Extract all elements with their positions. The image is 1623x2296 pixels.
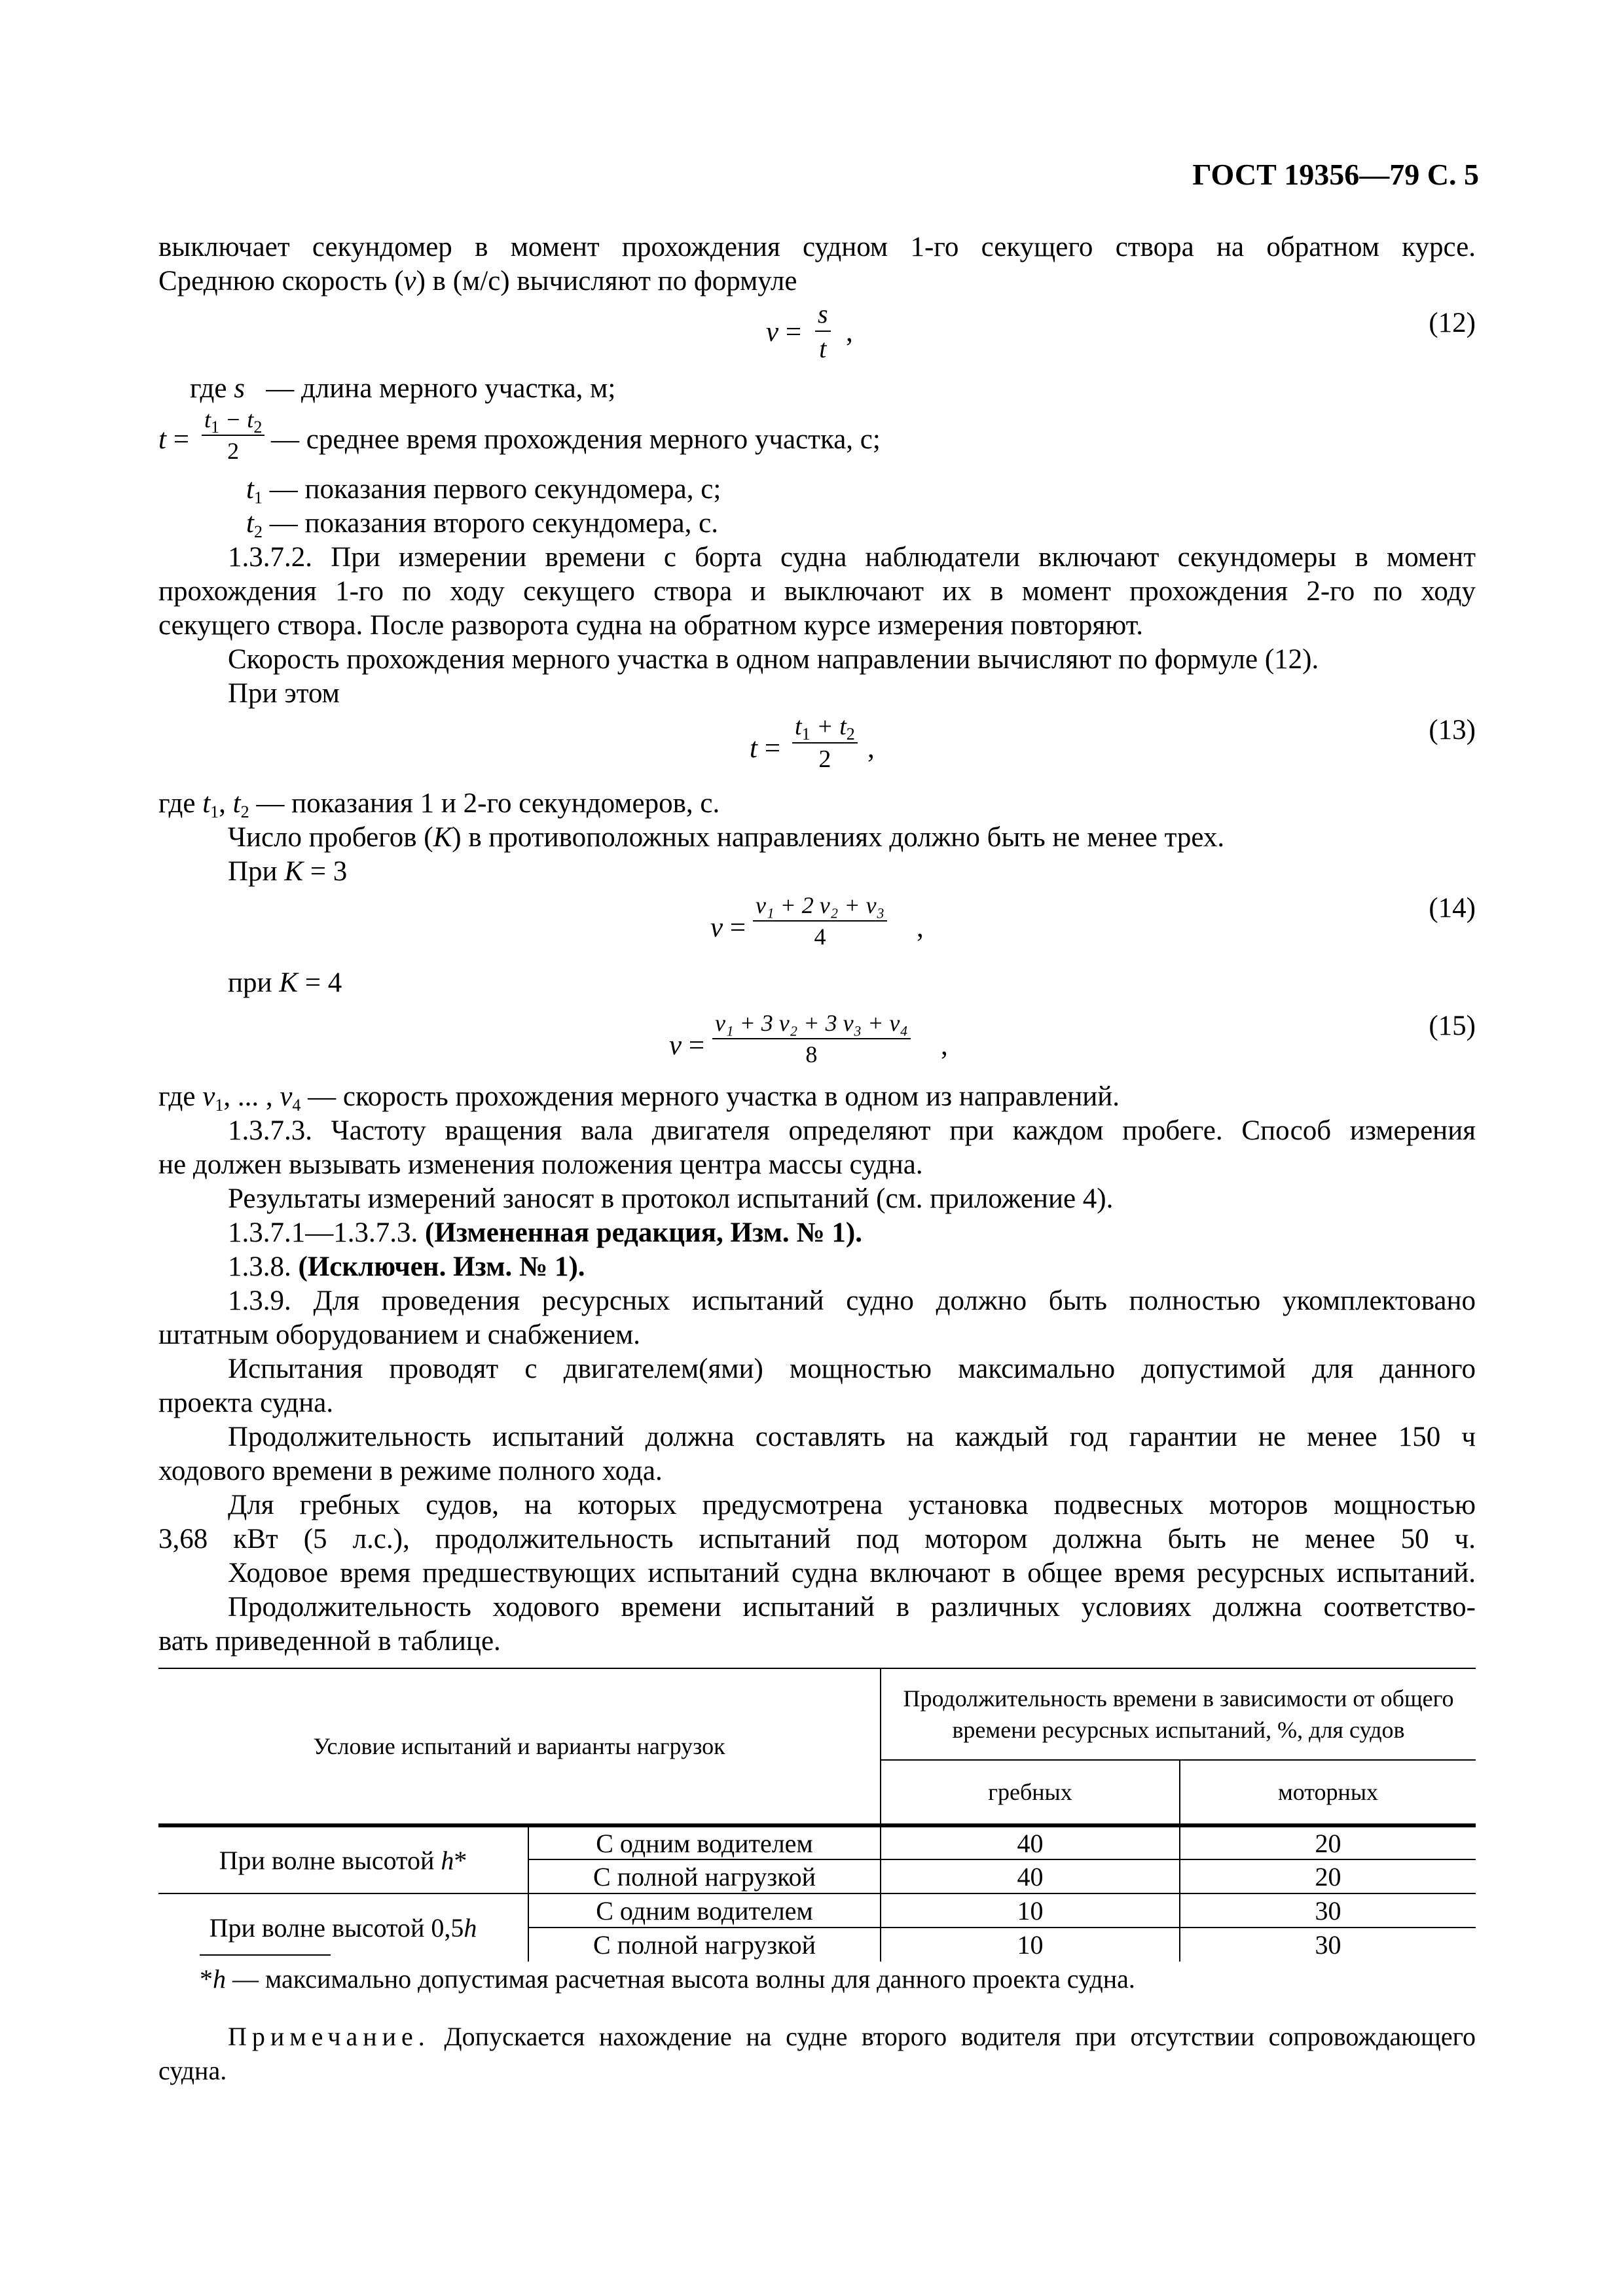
formula-12-fraction: $\frac{s}{t}$ [815,298,831,364]
load-cell: С одним водителем [528,1825,881,1859]
formula-14-fraction: $\frac{\text{v₁ + 2 v₂ + v₃}}{4}$ [753,891,887,950]
header-motor: моторных [1180,1760,1476,1825]
load-distribution-table [158,1668,1476,1962]
paragraph-line: 3,68 кВт (5 л.с.), продолжительность испытаний под мотором должна быть не менее 50 ч. [158,1524,1476,1554]
paragraph-line: Скорость прохождения мерного участка в одном направлении вычисляют по формуле (12). [228,644,1319,675]
paragraph-line: не должен вызывать изменения положения центра массы судна. [158,1149,923,1180]
motor-cell: 20 [1180,1859,1476,1893]
load-cell: С полной нагрузкой [528,1928,881,1962]
paragraph-line: проекта судна. [158,1388,334,1418]
load-cell: С полной нагрузкой [528,1859,881,1893]
formula-14-comma: , [917,912,924,943]
paragraph-line: Число пробегов (K) в противоположных направлениях должно быть не менее трех. [228,822,1225,853]
where-t1: $t_1$ — показания первого секундомера, с; [246,474,721,507]
paragraph-line: Результаты измерений заносят в протокол испытаний (см. приложение 4). [228,1183,1114,1214]
rowing-cell: 10 [881,1928,1180,1962]
formula-12-number: (12) [1429,308,1476,338]
formula-14-number: (14) [1429,893,1476,924]
paragraph-line: при K = 4 [228,967,342,998]
formula-12-comma: , [846,317,853,348]
formula-15-fraction: $\frac{\text{v₁ + 3 v₂ + 3 v₃ + v₄}}{8}$ [712,1009,911,1068]
where-t1-t2: где $t_1$, $t_2$ — показания 1 и 2-го секундомеров, с. [158,788,720,821]
formula-13-number: (13) [1429,715,1476,745]
group-label: При волне высотой 0,5h [158,1893,528,1962]
header-duration: Продолжительность времени в зависимости от общего времени ресурсных испытаний, %, для судов [881,1668,1476,1760]
paragraph-line: Ходовое время предшествующих испытаний судна включают в общее время ресурсных испытаний. [228,1558,1476,1588]
where-t-fraction: $\frac{t_1 - t_2}{2}$ [202,406,264,465]
load-cell: С одним водителем [528,1893,881,1928]
page-header: ГОСТ 19356—79 С. 5 [1192,158,1479,191]
motor-cell: 30 [1180,1893,1476,1928]
paragraph-line: Испытания проводят с двигателем(ями) мощностью максимально допустимой для данного [228,1354,1476,1384]
footnote: *h — максимально допустимая расчетная высота волны для данного проекта судна. [200,1964,1135,1994]
where-s: где s — длина мерного участка, м; [190,373,616,404]
rowing-cell: 10 [881,1893,1180,1928]
where-t-lhs: t = [158,424,189,455]
formula-13-fraction: $\frac{t_1 + t_2}{2}$ [792,712,858,774]
header-rowing: гребных [881,1760,1180,1825]
formula-15-number: (15) [1429,1011,1476,1041]
rowing-cell: 40 [881,1859,1180,1893]
paragraph-line: 1.3.7.2. При измерении времени с борта судна наблюдатели включают секундомеры в момент [228,542,1476,573]
table-row [158,1825,1476,1859]
note-line: Примечание. Допускается нахождение на судне второго водителя при отсутствии сопровождающего [228,2022,1476,2051]
where-t-desc: — среднее время прохождения мерного участка, с; [271,424,881,455]
paragraph-line: 1.3.7.3. Частоту вращения вала двигателя определяют при каждом пробеге. Способ измерения [228,1115,1476,1146]
where-t2: $t_2$ — показания второго секундомера, с. [246,508,718,541]
table-row [158,1893,1476,1928]
formula-15-comma: , [941,1030,948,1061]
where-v: где $v_1$, ... , $v_4$ — скорость прохождения мерного участка в одном из направлений. [158,1081,1120,1115]
rowing-cell: 40 [881,1825,1180,1859]
paragraph-line: вать приведенной в таблице. [158,1626,501,1657]
paragraph-line: выключает секундомер в момент прохождения судном 1-го секущего створа на обратном курсе. [158,232,1476,262]
header-condition: Условие испытаний и варианты нагрузок [158,1668,881,1825]
formula-14-lhs: v = [710,912,746,943]
paragraph-line: 1.3.9. Для проведения ресурсных испытаний судно должно быть полностью укомплектовано [228,1285,1476,1316]
paragraph-line: штатным оборудованием и снабжением. [158,1319,640,1350]
footnote-separator [200,1954,331,1956]
note-line: судна. [158,2056,227,2085]
table-header-row [158,1668,1476,1760]
motor-cell: 30 [1180,1928,1476,1962]
formula-13-comma: , [867,733,875,764]
motor-cell: 20 [1180,1825,1476,1859]
paragraph-line: Среднюю скорость (v) в (м/с) вычисляют по формуле [158,266,797,296]
paragraph-line: При этом [228,678,340,709]
formula-12-lhs: v = [766,317,802,348]
formula-13-lhs: t = [750,733,780,764]
paragraph-line: Для гребных судов, на которых предусмотрена установка подвесных моторов мощностью [228,1490,1476,1520]
paragraph-line: При K = 3 [228,856,348,887]
group-label: При волне высотой h* [158,1825,528,1893]
formula-15-lhs: v = [669,1030,705,1061]
paragraph-line: Продолжительность испытаний должна составлять на каждый год гарантии не менее 150 ч [228,1422,1476,1452]
paragraph-line: ходового времени в режиме полного хода. [158,1456,663,1486]
paragraph-line: Продолжительность ходового времени испытаний в различных условиях должна соответство- [228,1592,1476,1623]
paragraph-line: секущего створа. После разворота судна на обратном курсе измерения повторяют. [158,610,1143,641]
paragraph-line: 1.3.8. (Исключен. Изм. № 1). [228,1251,585,1282]
paragraph-line: прохождения 1-го по ходу секущего створа и выключают их в момент прохождения 2-го по ходу [158,576,1476,607]
paragraph-line: 1.3.7.1—1.3.7.3. (Измененная редакция, Изм. № 1). [228,1217,862,1248]
